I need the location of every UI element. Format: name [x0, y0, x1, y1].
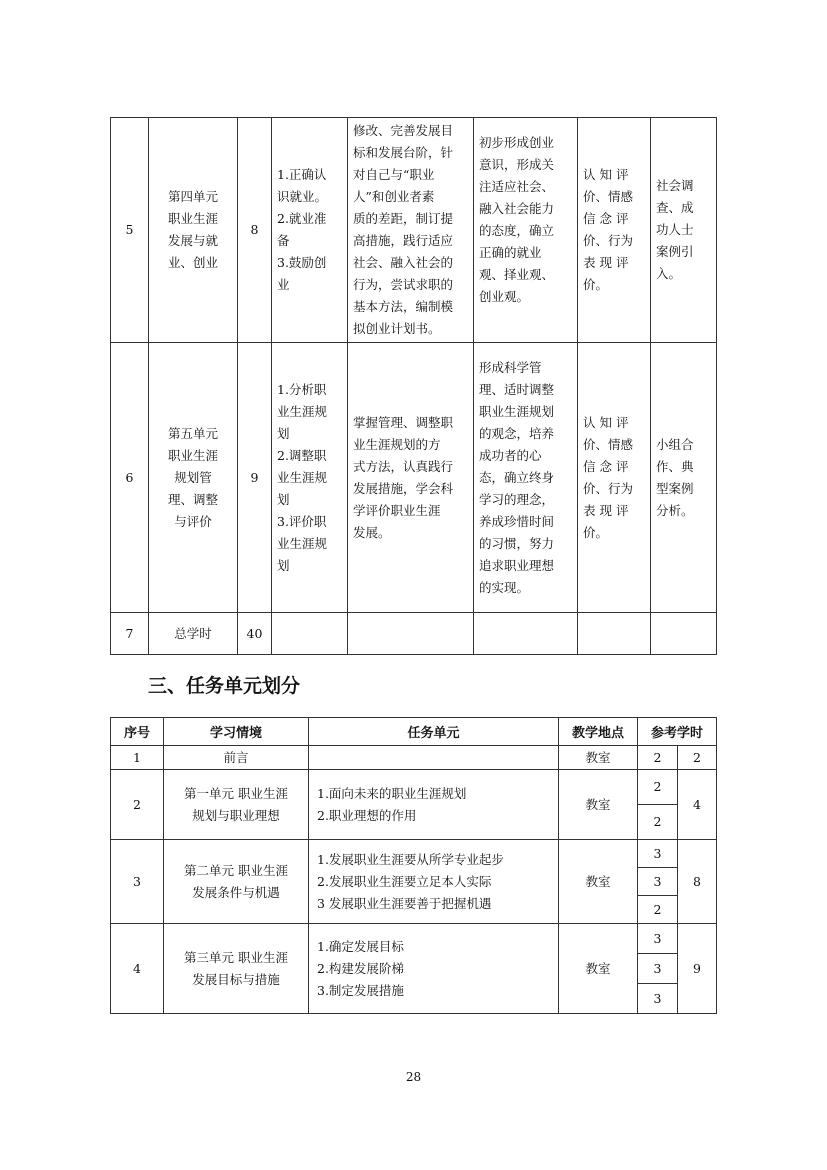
- row-number: 5: [111, 118, 149, 343]
- evaluation-cell: 认 知 评 价、情感 信 念 评 价、行为 表 现 评 价。: [578, 343, 651, 613]
- quality-cell: 初步形成创业 意识，形成关 注适应社会、 融入社会能力 的态度，确立 正确的就业 观、择业观、 创业观。: [474, 118, 578, 343]
- total-hours: 2: [678, 746, 717, 770]
- row-number: 4: [111, 924, 164, 1014]
- situation-cell: 前言: [164, 746, 309, 770]
- location-cell: 教室: [559, 770, 638, 840]
- total-row: [111, 613, 717, 655]
- situation-cell: 第三单元 职业生涯 发展目标与措施: [164, 924, 309, 1014]
- row-number: 6: [111, 343, 149, 613]
- table-row: [111, 770, 717, 805]
- table-row: [111, 118, 717, 343]
- situation-cell: 第一单元 职业生涯 规划与职业理想: [164, 770, 309, 840]
- task-cell: 1.确定发展目标 2.构建发展阶梯 3.制定发展措施: [309, 924, 559, 1014]
- content-cell: 1.分析职 业生涯规 划 2.调整职 业生涯规 划 3.评价职 业生涯规 划: [272, 343, 348, 613]
- empty-cell: [272, 613, 348, 655]
- method-cell: 社会调 查、成 功人士 案例引 入。: [651, 118, 717, 343]
- empty-cell: [474, 613, 578, 655]
- sub-hours: 2: [638, 770, 678, 805]
- sub-hours: 3: [638, 868, 678, 896]
- sub-hours: 3: [638, 984, 678, 1014]
- page-number: 28: [405, 1070, 422, 1084]
- knowledge-cell: 修改、完善发展目 标和发展台阶，针 对自己与“职业 人”和创业者素 质的差距，制订提 高措施，践行适应 社会、融入社会的 行为，尝试求职的 基本方法，编制模 拟创业计划书。: [348, 118, 474, 343]
- total-hours: 40: [238, 613, 272, 655]
- total-label: 总学时: [149, 613, 238, 655]
- table-row: [111, 746, 717, 770]
- total-hours: 9: [678, 924, 717, 1014]
- location-cell: 教室: [559, 746, 638, 770]
- sub-hours: 2: [638, 746, 678, 770]
- section-title: 三、任务单元划分: [148, 675, 301, 697]
- table-row: [111, 840, 717, 868]
- total-hours: 4: [678, 770, 717, 840]
- location-cell: 教室: [559, 840, 638, 924]
- table-row: [111, 924, 717, 954]
- curriculum-table: [110, 117, 717, 655]
- knowledge-cell: 掌握管理、调整职 业生涯规划的方 式方法，认真践行 发展措施，学会科 学评价职业生涯 发展。: [348, 343, 474, 613]
- method-cell: 小组合 作、典 型案例 分析。: [651, 343, 717, 613]
- header-task: 任务单元: [309, 718, 559, 746]
- hours-cell: 9: [238, 343, 272, 613]
- row-number: 1: [111, 746, 164, 770]
- evaluation-cell: 认 知 评 价、情感 信 念 评 价、行为 表 现 评 价。: [578, 118, 651, 343]
- location-cell: 教室: [559, 924, 638, 1014]
- row-number: 2: [111, 770, 164, 840]
- row-number: 3: [111, 840, 164, 924]
- sub-hours: 3: [638, 840, 678, 868]
- content-cell: 1.正确认 识就业。 2.就业准 备 3.鼓励创 业: [272, 118, 348, 343]
- situation-cell: 第二单元 职业生涯 发展条件与机遇: [164, 840, 309, 924]
- header-hours: 参考学时: [638, 718, 717, 746]
- header-situation: 学习情境: [164, 718, 309, 746]
- sub-hours: 2: [638, 896, 678, 924]
- sub-hours: 2: [638, 805, 678, 840]
- task-cell: [309, 746, 559, 770]
- quality-cell: 形成科学管 理、适时调整 职业生涯规划 的观念，培养 成功者的心 态，确立终身 学习的理念， 养成珍惜时间 的习惯，努力 追求职业理想 的实现。: [474, 343, 578, 613]
- task-cell: 1.发展职业生涯要从所学专业起步 2.发展职业生涯要立足本人实际 3 发展职业生涯要善于把握机遇: [309, 840, 559, 924]
- hours-cell: 8: [238, 118, 272, 343]
- empty-cell: [348, 613, 474, 655]
- unit-cell: 第四单元 职业生涯 发展与就 业、创业: [149, 118, 238, 343]
- task-unit-table: [110, 717, 717, 1014]
- empty-cell: [578, 613, 651, 655]
- sub-hours: 3: [638, 954, 678, 984]
- row-number: 7: [111, 613, 149, 655]
- header-num: 序号: [111, 718, 164, 746]
- unit-cell: 第五单元 职业生涯 规划管 理、调整 与评价: [149, 343, 238, 613]
- header-location: 教学地点: [559, 718, 638, 746]
- table-header: [111, 718, 717, 746]
- table-row: [111, 343, 717, 613]
- total-hours: 8: [678, 840, 717, 924]
- empty-cell: [651, 613, 717, 655]
- task-cell: 1.面向未来的职业生涯规划 2.职业理想的作用: [309, 770, 559, 840]
- sub-hours: 3: [638, 924, 678, 954]
